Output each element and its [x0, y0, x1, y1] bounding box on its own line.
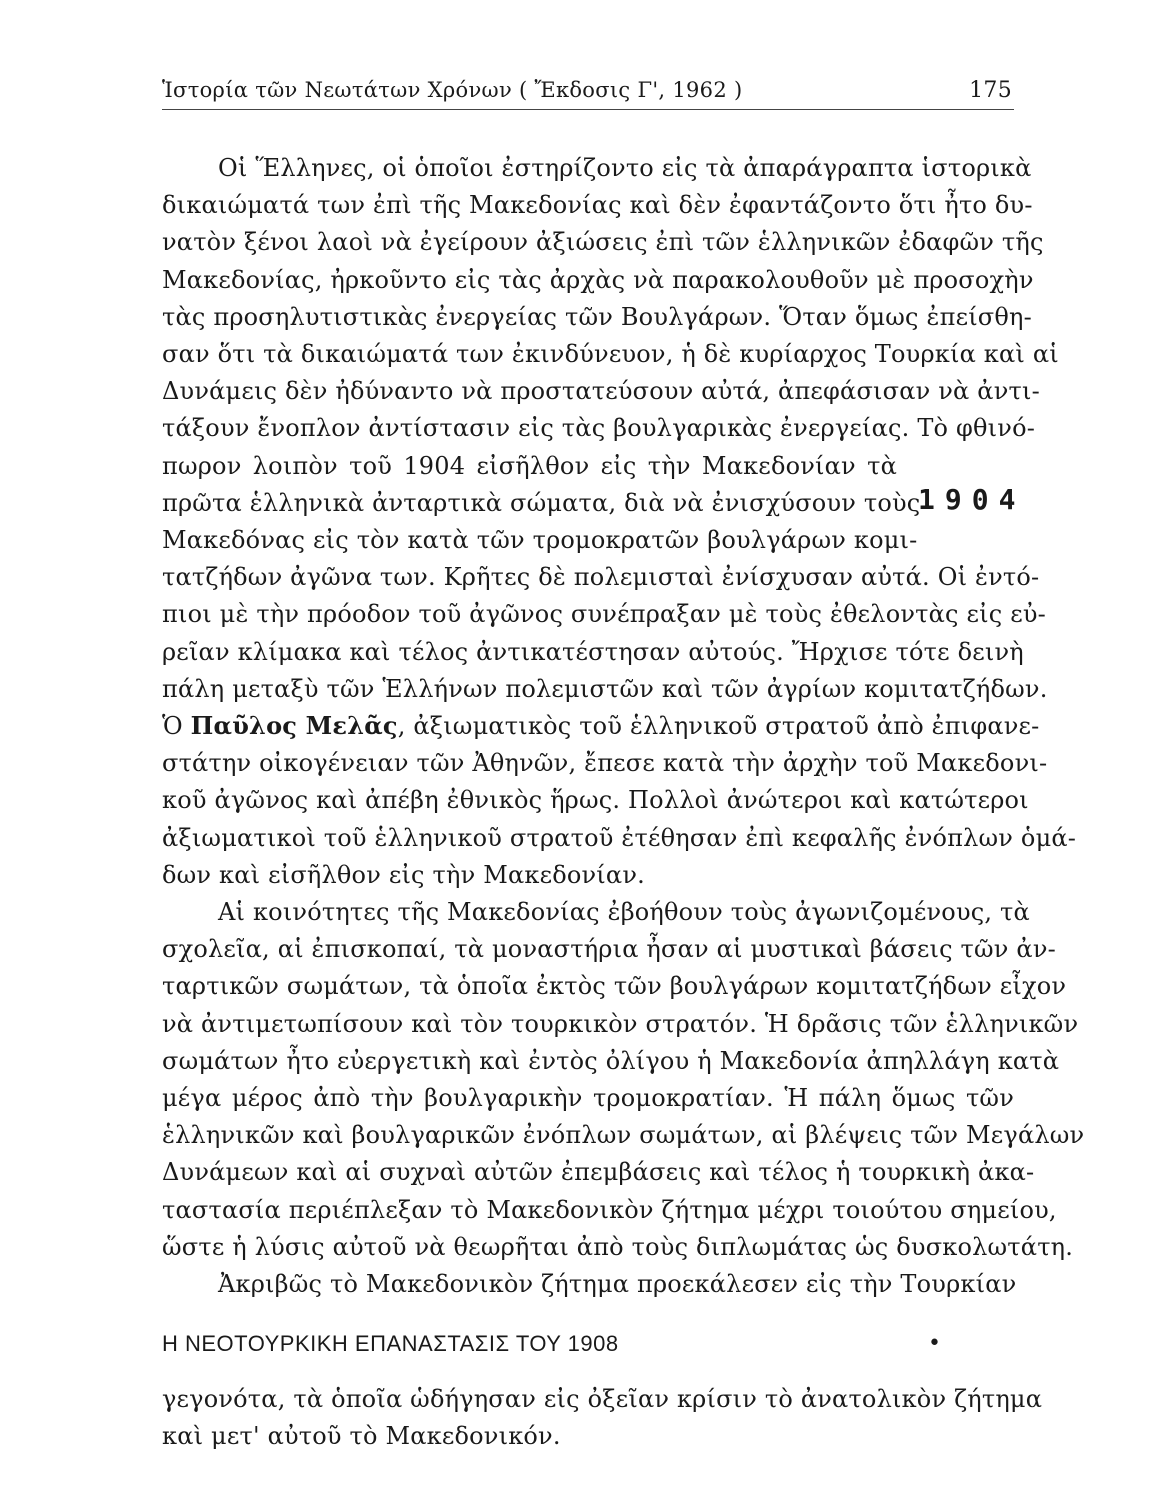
paragraph-line: ἀξιωματικοὶ τοῦ ἑλληνικοῦ στρατοῦ ἐτέθησαν ἐπὶ κεφαλῆς ἐνόπλων ὁμά- — [162, 823, 1077, 852]
page-header — [162, 68, 1014, 108]
header-rule — [162, 109, 1014, 110]
paragraph-line: Οἱ Ἕλληνες, οἱ ὁποῖοι ἐστηρίζοντο εἰς τὰ ἀπαράγραπτα ἱστορικὰ — [218, 154, 1032, 182]
page-number: 175 — [969, 78, 1012, 103]
paragraph-line: πωρον λοιπὸν τοῦ 1904 εἰσῆλθον εἰς τὴν Μακεδονίαν τὰ — [162, 451, 897, 480]
paragraph-line: κοῦ ἀγῶνος καὶ ἀπέβη ἐθνικὸς ἥρως. Πολλοὶ ἀνώτεροι καὶ κατώτεροι — [162, 786, 1029, 815]
paragraph-line: ταρτικῶν σωμάτων, τὰ ὁποῖα ἐκτὸς τῶν βουλγάρων κομιτατζήδων εἶχον — [162, 972, 1067, 1001]
paragraph-line: καὶ μετ' αὐτοῦ τὸ Μακεδονικόν. — [162, 1422, 561, 1451]
paragraph-line: νὰ ἀντιμετωπίσουν καὶ τὸν τουρκικὸν στρατόν. Ἡ δρᾶσις τῶν ἑλληνικῶν — [162, 1009, 1079, 1038]
paragraph-line: ρεῖαν κλίμακα καὶ τέλος ἀντικατέστησαν αὐτούς. Ἤρχισε τότε δεινὴ — [162, 637, 1024, 666]
paragraph-line: τατζήδων ἀγῶνα των. Κρῆτες δὲ πολεμισταὶ ἐνίσχυσαν αὐτά. Οἱ ἐντό- — [162, 563, 1040, 592]
section-heading: Η ΝΕΟΤΟΥΡΚΙΚΗ ΕΠΑΝΑΣΤΑΣΙΣ ΤΟΥ 1908 — [162, 1331, 619, 1357]
running-title: Ἱστορία τῶν Νεωτάτων Χρόνων ( Ἔκδοσις Γ', 1962 ) — [162, 78, 743, 102]
paragraph-line: πρῶτα ἑλληνικὰ ἀνταρτικὰ σώματα, διὰ νὰ ἐνισχύσουν τοὺς — [162, 488, 921, 517]
paragraph-line: σωμάτων ἦτο εὐεργετικὴ καὶ ἐντὸς ὀλίγου ἡ Μακεδονία ἀπηλλάγη κατὰ — [162, 1046, 1060, 1075]
paragraph-line: τὰς προσηλυτιστικὰς ἐνεργείας τῶν Βουλγάρων. Ὅταν ὅμως ἐπείσθη- — [162, 302, 1032, 331]
margin-year-note: 1904 — [918, 482, 1026, 516]
melas-rest: , ἀξιωματικὸς τοῦ ἑλληνικοῦ στρατοῦ ἀπὸ ἐπιφανε- — [397, 712, 1040, 740]
paragraph-line: ταστασία περιέπλεξαν τὸ Μακεδονικὸν ζήτημα μέχρι τοιούτου σημείου, — [162, 1195, 1057, 1224]
melas-name: Παῦλος Μελᾶς — [190, 711, 398, 740]
melas-prefix: Ὁ — [162, 712, 191, 740]
paragraph-line: Δυνάμεων καὶ αἱ συχναὶ αὐτῶν ἐπεμβάσεις καὶ τέλος ἡ τουρκικὴ ἀκα- — [162, 1158, 1035, 1187]
paragraph-line: ἑλληνικῶν καὶ βουλγαρικῶν ἐνόπλων σωμάτων, αἱ βλέψεις τῶν Μεγάλων — [162, 1121, 1085, 1150]
paragraph-line: πιοι μὲ τὴν πρόοδον τοῦ ἀγῶνος συνέπραξαν μὲ τοὺς ἐθελοντὰς εἰς εὐ- — [162, 600, 1046, 629]
paragraph-line: νατὸν ξένοι λαοὶ νὰ ἐγείρουν ἀξιώσεις ἐπὶ τῶν ἑλληνικῶν ἐδαφῶν τῆς — [162, 228, 1044, 257]
paragraph-line: γεγονότα, τὰ ὁποῖα ὡδήγησαν εἰς ὀξεῖαν κρίσιν τὸ ἀνατολικὸν ζήτημα — [162, 1385, 1043, 1414]
paragraph-line: Ἀκριβῶς τὸ Μακεδονικὸν ζήτημα προεκάλεσεν εἰς τὴν Τουρκίαν — [218, 1270, 1017, 1298]
paragraph-line: στάτην οἰκογένειαν τῶν Ἀθηνῶν, ἔπεσε κατὰ τὴν ἀρχὴν τοῦ Μακεδονι- — [162, 749, 1048, 778]
paragraph-line: Μακεδονίας, ἠρκοῦντο εἰς τὰς ἀρχὰς νὰ παρακολουθοῦν μὲ προσοχὴν — [162, 265, 1034, 294]
paragraph-line: σαν ὅτι τὰ δικαιώματά των ἐκινδύνευον, ἡ δὲ κυρίαρχος Τουρκία καὶ αἱ — [162, 340, 1059, 368]
section-mark: • — [928, 1331, 941, 1357]
paragraph-line: δικαιώματά των ἐπὶ τῆς Μακεδονίας καὶ δὲν ἐφαντάζοντο ὅτι ἦτο δυ- — [162, 191, 1033, 220]
paragraph-line: τάξουν ἔνοπλον ἀντίστασιν εἰς τὰς βουλγαρικὰς ἐνεργείας. Τὸ φθινό- — [162, 414, 1036, 443]
paragraph-line: πάλη μεταξὺ τῶν Ἑλλήνων πολεμιστῶν καὶ τῶν ἀγρίων κομιτατζήδων. — [162, 674, 1048, 703]
paragraph-line-melas — [162, 708, 1040, 744]
paragraph-line: μέγα μέρος ἀπὸ τὴν βουλγαρικὴν τρομοκρατίαν. Ἡ πάλη ὅμως τῶν — [162, 1084, 1014, 1112]
paragraph-line: Μακεδόνας εἰς τὸν κατὰ τῶν τρομοκρατῶν βουλγάρων κομι- — [162, 526, 918, 554]
paragraph-line: Δυνάμεις δὲν ἠδύναντο νὰ προστατεύσουν αὐτά, ἀπεφάσισαν νὰ ἀντι- — [162, 377, 1040, 406]
paragraph-line: σχολεῖα, αἱ ἐπισκοπαί, τὰ μοναστήρια ἦσαν αἱ μυστικαὶ βάσεις τῶν ἀν- — [162, 935, 1056, 964]
paragraph-line: δων καὶ εἰσῆλθον εἰς τὴν Μακεδονίαν. — [162, 860, 645, 889]
paragraph-line: ὥστε ἡ λύσις αὐτοῦ νὰ θεωρῆται ἀπὸ τοὺς διπλωμάτας ὡς δυσκολωτάτη. — [162, 1232, 1074, 1261]
paragraph-line: Αἱ κοινότητες τῆς Μακεδονίας ἐβοήθουν τοὺς ἀγωνιζομένους, τὰ — [218, 898, 1030, 926]
